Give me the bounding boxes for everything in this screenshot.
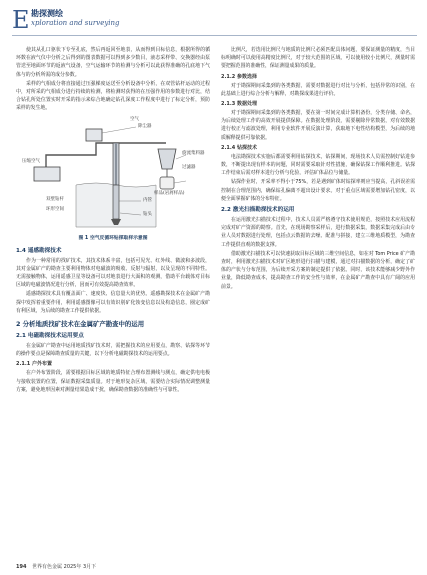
- subsection-heading: 2.1.4 钻探技术: [221, 144, 257, 151]
- paragraph: 借助激光扫描技术可以快速获取目标区域的三维空间信息，如在对 Tom Price 矿产勘查时，利用激光扫描技术对矿区地形进行扫描与建模，通过对扫描数据的分析，确定了矿体的产状与分布范围，为后续开采方案的制定提供了依据。同时，该技术能够减少野外作业量，降低勘查成本，提高勘查工作的安全性与效率，在金属矿产勘查中具有广阔的应用前景。: [221, 250, 415, 290]
- section-header: [12, 6, 212, 36]
- section-heading: 2.2 激光扫描勘探技术的运用: [221, 207, 295, 214]
- leader-line: [102, 127, 136, 133]
- header-divider: [12, 35, 417, 36]
- paragraph: 比例尺，若选用比例尺与地质的比例尺必须匹配具体问题，要保证测量的精度，当目标明确时可以使用高精度比例尺，对于较大范围的区域，可以使用较小比例尺，测量时需要把握范围的准确性，保证测量成果的质量。: [221, 47, 415, 70]
- figure-air-reverse-circulation: [16, 115, 210, 235]
- paragraph: 使其从孔口驱状下专至孔底，然后再返回至地表，从而得到目标信息，根据所得的循环数在液气仪中分析之后得到的图表数据可以得到多少数目，液态采样带、交换器经由泵管送至地面环节的返液气设备，空气运输环节的检测与分析可以此获得准确的孔底地下气体与的分析所需的成分参数。: [16, 47, 210, 78]
- paragraph: 在运用激光扫描技术过程中，技术人员需严格遵守技术使用规范，按照技术应用流程完成对矿产资源的勘察。首先，在现场勘察采样后，进行数据采集，数据采集完成后由专业人员对数据进行处理，包括点云数据的去噪、配准与拼接，建立三维地质模型，为勘查工作提供直观的数据支撑。: [221, 217, 415, 248]
- drill-rod-underground: [113, 185, 119, 219]
- figure-caption: 图 1 空气反循环钻探取样示意图: [78, 235, 148, 241]
- right-column: [221, 46, 415, 566]
- section-letter: E: [12, 6, 30, 34]
- paragraph: 钻探作业时，开采率不得小于75%，若是遇到矿体时钻探率则应当提高，孔斜误差需控制在合理范围内，确保钻孔偏离不超出设计要求。对于重点区域需要增加钻孔密度，以便全面掌握矿体的分布特征。: [221, 179, 415, 202]
- paragraph: 在金属矿产勘查中运用地质找矿技术时，需把握技术的应用要点，勘察、钻探等环节的操作要点是保障勘查质量的关键，以下分析电磁勘探技术的运用要点。: [16, 343, 210, 358]
- label-inner: 内管: [143, 197, 152, 203]
- label-air: 空气: [130, 116, 139, 122]
- chapter-heading: 2 分析地质找矿技术在金属矿产勘查中的运用: [16, 320, 145, 329]
- label-sample: 样品(岩屑样品): [154, 190, 185, 196]
- label-rod: 双壁钻杆: [46, 196, 64, 202]
- paragraph: 对于勘探期间采集到的各类数据，要在第一时间完成计算机备份，分类存储、命名，为后续处理工作的高效开展提供保障。在数据处理阶段，需要剔除异常数据，对有效数据进行校正与滤波处理，利用专业软件开展反演计算，获取地下电性结构模型，为后续的地质解释提供可靠依据。: [221, 110, 415, 141]
- page-footer: [16, 563, 96, 570]
- label-dust: 除尘器: [138, 123, 152, 129]
- pipe-line: [46, 143, 136, 167]
- paragraph: 采样的气相成分将直接通过压强梯度运送至分析设备中分析，在双管钻杆运动的过程中，对所采的气相成分进行持续的检测，将检测时获得的在压强作用的参数进行对比，结合钻孔所处位置实时开采的指示来综合地确定钻孔深度工作程度中进行了标定分析，预防采样的发生地。: [16, 80, 210, 112]
- label-filter: 过滤器: [182, 164, 196, 170]
- section-heading: 1.4 遥感勘探技术: [16, 247, 62, 254]
- paragraph: 作为一种常用的找矿技术，其技术体系丰富，包括可见光、红外线、微波和多波段，其对金属矿产的勘查主要利用物体对电磁波的吸收、反射与辐射，以及呈现的不同特性。无需接触物体，运用遥感卫星等设备可以对地表进行大面积的观测，借助平台载体对目标区域的电磁波情况进行分析，因而可有效提高勘查效率。: [16, 257, 210, 289]
- paragraph: 电法勘探技术实施后都需要利用钻探技术，钻探期间，现场技术人员需控制好钻进参数，不断提出现有样本的问题，同时需要采取针对性措施，确保钻探工作顺利推进。钻探工作结束后需对样本进行分析与化验，评估矿体品位与储量。: [221, 153, 415, 177]
- label-compressor: 压缩空气: [22, 158, 40, 164]
- section-subtitle: xploration and surveying: [31, 19, 120, 27]
- subsection-heading: 2.1.1 户外布置: [16, 361, 52, 368]
- label-annulus: 环形空间: [46, 206, 64, 212]
- sample-bag: [160, 177, 174, 189]
- section-heading: 2.1 电磁勘探技术运用要点: [16, 333, 84, 340]
- paragraph: 遥感勘探技术具有覆盖面广、速度快、信息量大的优势。遥感勘探技术在金属矿产勘探中发挥着重要作用，利用遥感图像可以有效识别矿化蚀变信息以及构造信息，圈定成矿有利区域，为后续的勘查工作提供依据。: [16, 291, 210, 314]
- journal-issue: 2025年 3月下: [63, 564, 97, 570]
- drilling-diagram: [16, 115, 210, 235]
- dust-collector: [86, 129, 102, 141]
- page-number: 194: [16, 564, 27, 570]
- subsection-heading: 2.1.2 参数选择: [221, 73, 257, 80]
- paragraph: 对于勘探期间采集到的各类数据，需要对数据进行对比与分析，包括异常的识别，在此基础上进行综合分析与解释，对勘探成果进行评价。: [221, 82, 415, 97]
- journal-name: 世界有色金属: [32, 564, 63, 570]
- left-column: [16, 46, 210, 566]
- compressor-box: [34, 167, 60, 181]
- label-bit: 钻头: [143, 211, 152, 217]
- paragraph: 在户外布置阶段，需要根据目标区域的地质特征合理布置测线与测点，确定供电电极与接收装置的位置，保证数据采集质量。对于地形复杂区域，需要结合实际情况调整测量方案，避免地形因素对测量结果造成干扰，确保勘查数据的准确性与可靠性。: [16, 370, 210, 393]
- label-cyclone: 旋流集料器: [182, 150, 205, 156]
- leader-line: [174, 181, 186, 183]
- section-title: 勘探测绘: [31, 9, 63, 18]
- subsection-heading: 2.1.3 数据处理: [221, 101, 257, 108]
- cyclone-collector: [158, 149, 176, 169]
